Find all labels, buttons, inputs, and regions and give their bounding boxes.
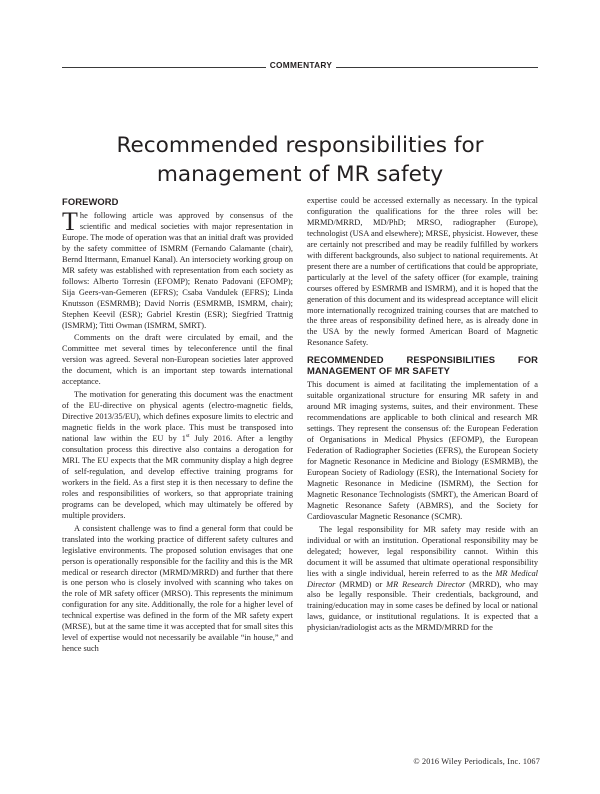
recommendations-paragraph-1: This document is aimed at facilitating the implementation of a suitable organizational structure for ensuring MR safety in and around MR imaging systems, suites, and their environment. These recommendations are applicable to both clinical and research MR settings. They represent the consensus of: the European Federation of Organisations in Medical Physics (EFOMP), the European Federation of Radiographer Societies (EFRS), the European Society for Magnetic Resonance in Medicine and Biology (ESMRMB), the European Society of Radiology (ESR), the International Society for Magnetic Resonance in Medicine (ISMRM), the Section for Magnetic Resonance Technologists (SMRT), the American Board of Magnetic Resonance Safety (ABMRS), and the Society for Cardiovascular Magnetic Resonance (SCMR).: [307, 380, 538, 521]
foreword-paragraph-2: Comments on the draft were circulated by email, and the Committee met several times by teleconference until the final version was agreed. Several non-European societies later approved the document, which is an important step towards international acceptance.: [62, 333, 293, 387]
foreword-paragraph-4: A consistent challenge was to find a general form that could be translated into the working practice of different safety cultures and legislative environments. The proposed solution envisages that one person is operationally responsible for the facility and this is the MR medical or research director (MRMD/MRRD) and further that there is one person who is closely involved with scanning who takes on the role of MR safety officer (MRSO). This represents the minimum configuration for any site. Additionally, the role for a higher level of technical expertise was defined in the form of the MR safety expert (MRSE), but at the same time it was accepted that for small sites this level of expertise would not necessarily be available “in house,” and hence such: [62, 523, 293, 654]
recommendations-paragraph-2-c: (MRRD), who may also be legally responsible. Their credentials, background, and training/education may in some cases be defined by local or national laws, guidance, or institutional regulations. It is expected that a physician/radiologist acts as the MRMD/MRRD for the: [307, 579, 538, 633]
recommendations-paragraph-2: [307, 525, 538, 635]
mrmd-term: MR Medical Director: [307, 568, 538, 589]
right-column: [307, 196, 538, 634]
mrrd-term: MR Research Director: [386, 579, 466, 589]
article-title: Recommended responsibilities for management of MR safety: [116, 133, 484, 188]
foreword-paragraph-3-b: July 2016. After a lengthy consultation process this directive also contains a derogation for MRI. The EU expects that the MR community display a high degree of self-regulation, and develop effective training programs for workers in the field. As a first step it is then necessary to define the roles and responsibilities of workers, so that appropriate training programs can be developed, which may ultimately be offered by multiple providers.: [62, 434, 293, 520]
foreword-paragraph-1: [62, 207, 293, 331]
recommendations-paragraph-2-b: (MRMD) or: [335, 579, 387, 589]
foreword-paragraph-3-a: The motivation for generating this document was the enactment of the EU-directive on physical agents (electro-magnetic fields, Directive 2013/35/EU), which defines exposure limits to electric and magnetic fields in the work place. This must be transposed into national law within the EU by 1: [62, 390, 293, 444]
left-column: [62, 196, 293, 655]
section-label: COMMENTARY: [269, 60, 333, 70]
continued-paragraph: expertise could be accessed externally as necessary. In the typical configuration the qualifications for the three roles will be: MRMD/MRRD, MD/PhD; MRSO, radiographer (Europe), technologist (USA and elsewhere); MRSE, physicist. However, these are certainly not prescribed and may be readily fulfilled by workers with different backgrounds, also subject to national requirements. At present there are a number of certifications that could be appropriate, particularly at the level of the safety officer (for example, training courses offered by ESMRMB and ISMRM), and it is hoped that the generation of this document and its widespread acceptance will elicit more internationally recognized training courses that are matched to the three areas of responsibility defined here, as is already done in the USA by the newly formed American Board of Magnetic Resonance Safety.: [307, 196, 538, 348]
header-rule-left: [62, 67, 266, 68]
page-footer: © 2016 Wiley Periodicals, Inc. 1067: [413, 757, 540, 766]
header-rule-right: [336, 67, 538, 68]
recommendations-heading: RECOMMENDED RESPONSIBILITIES FOR MANAGEMENT OF MR SAFETY: [307, 354, 538, 377]
foreword-heading: FOREWORD: [62, 196, 119, 207]
foreword-paragraph-3: [62, 390, 293, 521]
recommendations-paragraph-2-a: The legal responsibility for MR safety may reside with an individual or with an institution. Operational responsibility may be delegated; however, legal responsibility cannot. Within this document it will be assumed that ultimate operational responsibility lies with a single individual, herein referred to as the: [307, 524, 538, 578]
foreword-paragraph-1-text: he following article was approved by consensus of the scientific and medical societies with major representation in Europe. The mode of operation was that an initial draft was provided by the safety committee of ISMRM (Fernando Calamante (chair), Bernd Ittermann, Emanuel Kanal). An intersociety working group on MR safety was established with representation from each society as follows: Alberto Torresin (EFOMP); Renato Padovani (EFOMP); Sija Geers-van-Gemeren (EFRS); Csaba Vandulek (EFRS); Linda Knutsson (ESMRMB); David Norris (ESMRMB, ISMRM, chair); Stephen Keevil (ESR); Gabriel Krestin (ESR); Siegfried Trattnig (ISMRM); Titti Owman (ISMRM, SMRT).: [62, 211, 293, 330]
ordinal-superscript: st: [185, 433, 190, 440]
drop-cap: T: [62, 207, 78, 236]
